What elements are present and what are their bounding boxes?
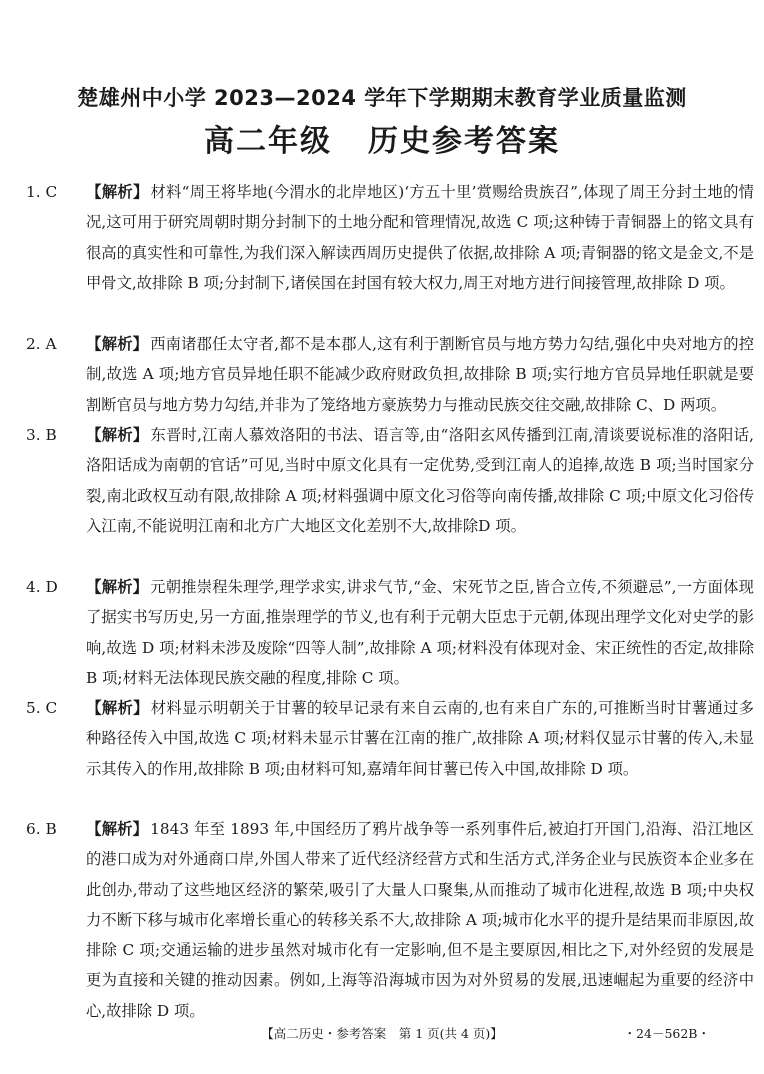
- grade-label: 高二年级: [204, 124, 332, 159]
- analysis-text: 东晋时,江南人慕效洛阳的书法、语言等,由“洛阳玄风传播到江南,清谈要说标准的洛阳话,洛阳话成为南朝的官话”可见,当时中原文化具有一定优势,受到江南人的追捧,故选 B 项;当时国家分裂,南北政权互动有限,故排除 A 项;材料强调中原文化习俗等向南传播,故排除 C 项;中原文化习俗传入江南,不能说明江南和北方广大地区文化差别不大,故排除D 项。: [86, 426, 754, 535]
- page-footer: [0, 1024, 764, 1044]
- answer-number: 4. D: [26, 578, 58, 596]
- answer-item-1: [26, 177, 754, 298]
- answer-number: 5. C: [26, 699, 58, 717]
- answer-item-5: [26, 693, 754, 784]
- analysis-tag: 【解析】: [86, 820, 149, 838]
- analysis-tag: 【解析】: [86, 699, 149, 717]
- answer-number: 3. B: [26, 426, 57, 444]
- analysis-text: 材料显示明朝关于甘薯的较早记录有来自云南的,也有来自广东的,可推断当时甘薯通过多种路径传入中国,故选 C 项;材料未显示甘薯在江南的推广,故排除 A 项;材料仅显示甘薯的传入,未显示其传入的作用,故排除 B 项;由材料可知,嘉靖年间甘薯已传入中国,故排除 D 项。: [86, 699, 754, 778]
- answer-number: 6. B: [26, 820, 57, 838]
- answer-item-2: [26, 329, 754, 420]
- analysis-text: 元朝推崇程朱理学,理学求实,讲求气节,“金、宋死节之臣,皆合立传,不须避忌”,一方面体现了据实书写历史,另一方面,推崇理学的节义,也有利于元朝大臣忠于元朝,体现出理学文化对史学的影响,故选 D 项;材料未涉及废除“四等人制”,故排除 A 项;材料没有体现对金、宋正统性的否定,故排除 B 项;材料无法体现民族交融的程度,排除 C 项。: [86, 578, 754, 687]
- analysis-tag: 【解析】: [86, 578, 149, 596]
- analysis-tag: 【解析】: [86, 183, 149, 201]
- subject-answer-label: 历史参考答案: [368, 124, 560, 159]
- analysis-text: 1843 年至 1893 年,中国经历了鸦片战争等一系列事件后,被迫打开国门,沿海、沿江地区的港口成为对外通商口岸,外国人带来了近代经济经营方式和生活方式,洋务企业与民族资本企业多在此创办,带动了这些地区经济的繁荣,吸引了大量人口聚集,从而推动了城市化进程,故选 B 项;中央权力不断下移与城市化率增长重心的转移关系不大,故排除 A 项;城市化水平的提升是结果而非原因,故排除 C 项;交通运输的进步虽然对城市化有一定影响,但不是主要原因,相比之下,对外经贸的发展是更为直接和关键的推动因素。例如,上海等沿海城市因为对外贸易的发展,迅速崛起为重要的经济中心,故排除 D 项。: [86, 820, 754, 1020]
- footer-code: ・24－562B・: [623, 1026, 710, 1041]
- answer-item-6: [26, 814, 754, 1026]
- exam-title: 楚雄州中小学 2023—2024 学年下学期期末教育学业质量监测: [77, 86, 687, 110]
- footer-page-info: 【高二历史・参考答案 第 1 页(共 4 页)】: [261, 1026, 503, 1041]
- analysis-text: 西南诸郡任太守者,都不是本郡人,这有利于割断官员与地方势力勾结,强化中央对地方的控制,故选 A 项;地方官员异地任职不能减少政府财政负担,故排除 B 项;实行地方官员异地任职就是要割断官员与地方势力勾结,并非为了笼络地方豪族势力与推动民族交往交融,故排除 C、D 两项。: [86, 335, 754, 414]
- analysis-text: 材料“周王将毕地(今渭水的北岸地区)‘方五十里’赏赐给贵族召”,体现了周王分封土地的情况,这可用于研究周朝时期分封制下的土地分配和管理情况,故选 C 项;这种铸于青铜器上的铭文具有很高的真实性和可靠性,为我们深入解读西周历史提供了依据,故排除 A 项;青铜器的铭文是金文,不是甲骨文,故排除 B 项;分封制下,诸侯国在封国有较大权力,周王对地方进行间接管理,故排除 D 项。: [86, 183, 754, 292]
- answer-number: 2. A: [26, 335, 57, 353]
- answer-item-3: [26, 420, 754, 541]
- answer-number: 1. C: [26, 183, 58, 201]
- document-subtitle: [0, 116, 764, 160]
- analysis-tag: 【解析】: [86, 335, 149, 353]
- answer-item-4: [26, 572, 754, 693]
- analysis-tag: 【解析】: [86, 426, 149, 444]
